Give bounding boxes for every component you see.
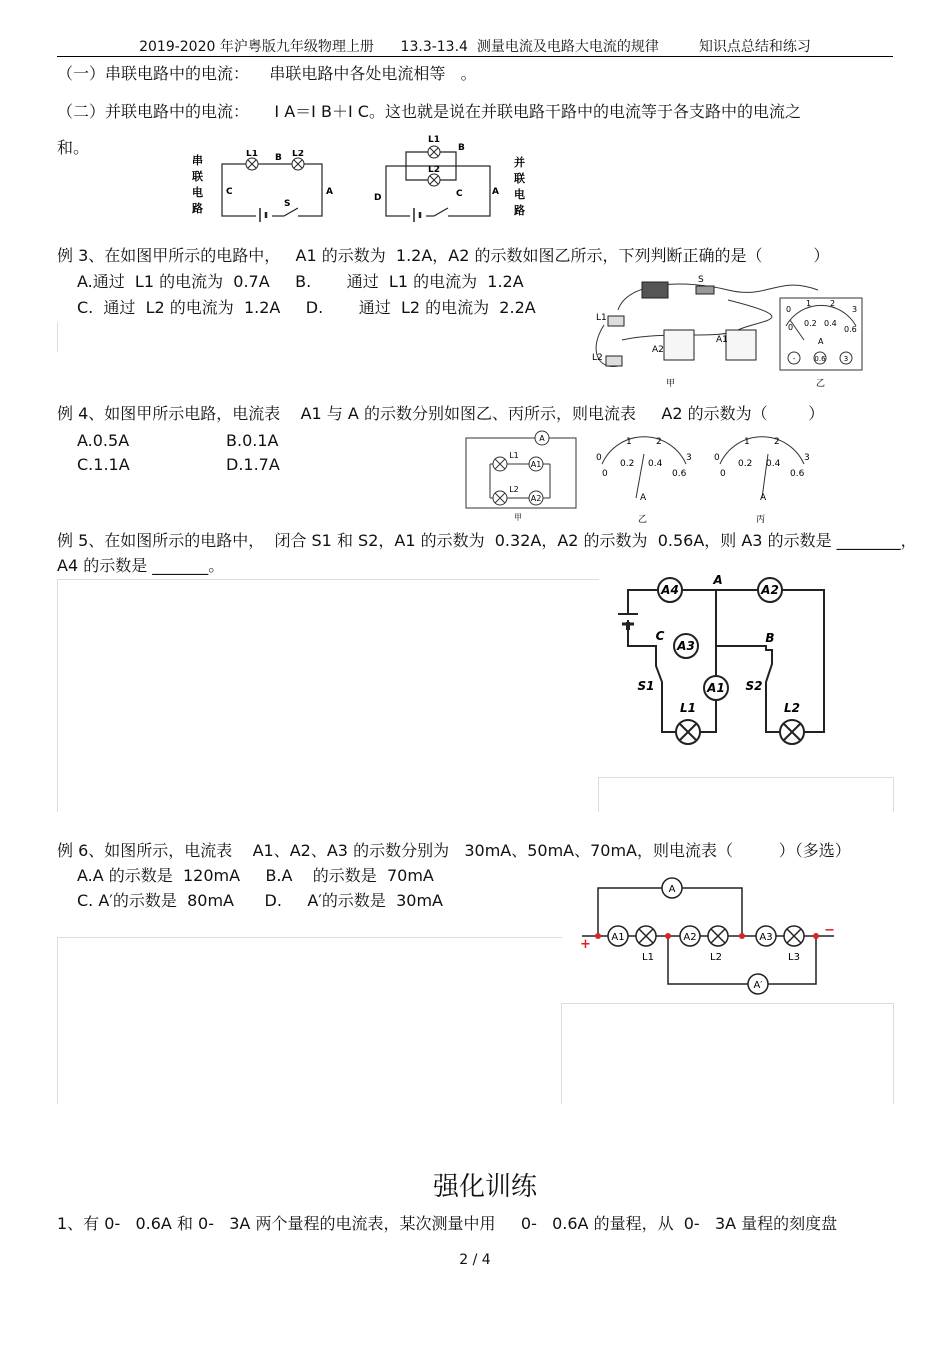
ex4-option-a: A.0.5A [77, 431, 130, 450]
ex4-meter-bing-bottom: 0.6 [790, 469, 805, 479]
parallel-side-char: 电 [514, 188, 525, 201]
ex3-terminal: 3 [843, 355, 849, 363]
parallel-label: A [492, 187, 499, 197]
ex3-answer-area [57, 322, 580, 352]
ex5-stem-cont: A4 的示数是 _______。 [57, 556, 225, 575]
ex4-option-c: C.1.1A [77, 455, 130, 474]
ex3-stem: 例 3、在如图甲所示的电路中， A1 的示数为 1.2A，A2 的示数如图乙所示，下列判断正确的是（ ） [57, 246, 830, 265]
ex4-meter-bing [710, 432, 814, 526]
ex4-circuit-label: A [539, 434, 545, 443]
parallel-circuit-figure [372, 130, 532, 222]
ex6-answer-area-extra [561, 1003, 894, 1104]
series-circuit-figure [188, 150, 348, 222]
series-side-char: 串 [192, 154, 203, 167]
ex6-options-cd: C. A′的示数是 80mA D. A′的示数是 30mA [77, 891, 443, 910]
parallel-label: L1 [428, 135, 440, 145]
ex4-fig-yi: 乙 [638, 515, 648, 525]
ex3-meter-bottom: 0.2 [804, 319, 817, 328]
ex3-meter-top: 2 [830, 299, 836, 308]
series-label: L2 [292, 150, 304, 159]
ex3-circuit-label: A1 [716, 335, 728, 345]
series-label: B [275, 153, 282, 163]
point-parallel-current: （二）并联电路中的电流： I A＝I B＋I C。这也就是说在并联电路干路中的电流等于各支路中的电流之 [57, 102, 801, 121]
ex5-label: S2 [745, 679, 763, 693]
ex6-label: A′ [753, 980, 763, 991]
parallel-label: B [458, 143, 465, 153]
ex5-label: A [713, 573, 723, 587]
ex4-circuit-label: A2 [530, 494, 542, 503]
ex4-meter-bing-top: 2 [774, 437, 780, 447]
ex3-meter-bottom: 0.6 [844, 325, 857, 334]
series-label: C [226, 187, 233, 197]
ex3-fig-yi: 乙 [816, 379, 826, 389]
ex4-circuit-label: L1 [509, 451, 519, 460]
ex5-answer-area [57, 579, 599, 812]
parallel-side-char: 联 [514, 172, 525, 185]
ex3-terminal: 0.6 [814, 355, 826, 363]
ex3-options-ab: A.通过 L1 的电流为 0.7A B. 通过 L1 的电流为 1.2A [77, 272, 524, 291]
ex3-circuit-label: L1 [596, 313, 607, 323]
ex4-meter-yi-bottom: 0 [602, 469, 608, 479]
ex6-label: A1 [611, 932, 625, 943]
ex5-label: L1 [680, 701, 696, 715]
ex5-label: L2 [784, 701, 800, 715]
ex6-answer-area [57, 937, 562, 1104]
parallel-label: D [374, 193, 382, 203]
parallel-side-char: 并 [514, 156, 525, 169]
ex4-meter-bing-bottom: 0 [720, 469, 726, 479]
ex4-meter-yi-top: 3 [686, 453, 692, 463]
ex6-label: L1 [642, 952, 654, 963]
ex4-meter-yi-top: 1 [626, 437, 632, 447]
ex4-fig-jia: 甲 [514, 513, 522, 522]
ex4-circuit-figure [460, 428, 584, 522]
ex3-terminal: - [792, 355, 796, 363]
ex6-label: A [668, 884, 676, 895]
ex6-label: L2 [710, 952, 722, 963]
ex5-stem: 例 5、在如图所示的电路中， 闭合 S1 和 S2，A1 的示数为 0.32A，A2 的示数为 0.56A，则 A3 的示数是 ________， [57, 531, 917, 550]
point-series-current: （一）串联电路中的电流： 串联电路中各处电流相等 。 [57, 64, 477, 83]
ex4-meter-yi [592, 432, 696, 526]
ex3-meter-bottom: 0 [788, 323, 794, 332]
ex4-meter-yi-top: 0 [596, 453, 602, 463]
header-divider [57, 56, 893, 57]
ex5-circuit-figure [606, 572, 834, 760]
ex3-meter-bottom: 0.4 [824, 319, 837, 328]
ex5-answer-area-extra [598, 777, 894, 812]
ex4-option-d: D.1.7A [226, 455, 280, 474]
series-side-char: 电 [192, 186, 203, 199]
ex6-plus: + [580, 937, 591, 952]
ex3-options-cd: C. 通过 L2 的电流为 1.2A D. 通过 L2 的电流为 2.2A [77, 298, 536, 317]
section-title: 强化训练 [432, 1172, 537, 1202]
ex4-meter-bing-top: 1 [744, 437, 750, 447]
parallel-label: C [456, 189, 463, 199]
ex5-label: A2 [761, 583, 779, 597]
ex5-label: C [655, 629, 665, 643]
ex3-circuit-label: L2 [592, 353, 603, 363]
ex4-meter-yi-unit: A [640, 493, 647, 503]
series-label: A [326, 187, 333, 197]
ex6-label: L3 [788, 952, 800, 963]
ex6-label: A3 [759, 932, 773, 943]
ex5-label: S1 [637, 679, 655, 693]
ex4-meter-bing-bottom: 0.4 [766, 459, 781, 469]
ex4-meter-yi-bottom: 0.6 [672, 469, 687, 479]
ex6-options-ab: A.A 的示数是 120mA B.A 的示数是 70mA [77, 866, 434, 885]
series-side-char: 联 [192, 170, 203, 183]
ex3-circuit-figure [578, 270, 888, 394]
ex4-option-b: B.0.1A [226, 431, 279, 450]
ex5-label: B [765, 631, 775, 645]
q1-stem: 1、有 0- 0.6A 和 0- 3A 两个量程的电流表，某次测量中用 0- 0.6A 的量程，从 0- 3A 量程的刻度盘 [57, 1214, 838, 1233]
ex6-label: A2 [683, 932, 697, 943]
ex3-circuit-label: S [698, 275, 704, 285]
ex4-meter-bing-top: 3 [804, 453, 810, 463]
series-label: L1 [246, 150, 258, 159]
ex4-meter-bing-top: 0 [714, 453, 720, 463]
ex3-meter-top: 0 [786, 305, 792, 314]
ex4-meter-bing-unit: A [760, 493, 767, 503]
ex3-circuit-label: A2 [652, 345, 664, 355]
ex4-fig-bing: 丙 [756, 515, 766, 525]
parallel-label: L2 [428, 165, 440, 175]
ex5-label: A3 [677, 639, 695, 653]
series-side-char: 路 [192, 202, 203, 215]
ex6-minus: − [824, 923, 835, 938]
series-label: S [284, 199, 291, 209]
ex4-meter-bing-bottom: 0.2 [738, 459, 753, 469]
ex3-meter-top: 1 [806, 299, 812, 308]
ex4-circuit-label: A1 [530, 460, 542, 469]
ex6-circuit-figure [576, 872, 840, 1002]
ex4-stem: 例 4、如图甲所示电路，电流表 A1 与 A 的示数分别如图乙、丙所示，则电流表 A2 的示数为（ ） [57, 404, 825, 423]
ex3-meter-unit: A [818, 337, 824, 346]
page-number: 2 / 4 [459, 1252, 491, 1268]
ex5-label: A4 [661, 583, 679, 597]
ex4-meter-yi-top: 2 [656, 437, 662, 447]
ex4-meter-yi-bottom: 0.4 [648, 459, 663, 469]
ex3-meter-top: 3 [852, 305, 858, 314]
ex4-circuit-label: L2 [509, 485, 519, 494]
ex3-fig-jia: 甲 [666, 379, 676, 389]
parallel-side-char: 路 [514, 204, 525, 217]
ex4-meter-yi-bottom: 0.2 [620, 459, 635, 469]
ex6-stem: 例 6、如图所示，电流表 A1、A2、A3 的示数分别为 30mA、50mA、70mA，则电流表（ ）（多选） [57, 841, 851, 860]
page-header: 2019-2020 年沪粤版九年级物理上册 13.3-13.4 测量电流及电路大电流的规律 知识点总结和练习 [139, 39, 811, 55]
ex5-label: A1 [707, 681, 725, 695]
point-parallel-current-cont: 和。 [57, 138, 90, 157]
